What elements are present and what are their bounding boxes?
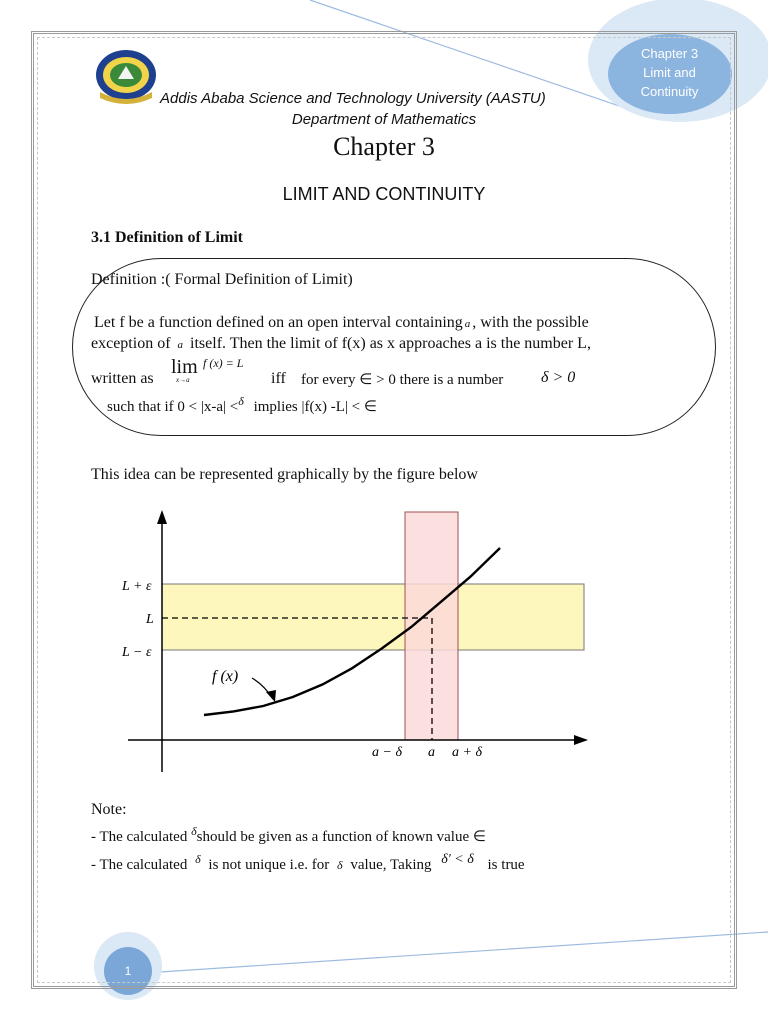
def-line1-text-b: , with the possible xyxy=(472,314,589,331)
def-line4-delta: δ xyxy=(238,394,244,408)
def-line4-text-a: such that if 0 < |x-a| < xyxy=(107,399,239,415)
chapter-heading: Chapter 3 xyxy=(333,132,435,161)
note-line-1 xyxy=(91,824,486,846)
def-line1-var: a xyxy=(464,318,471,330)
badge-line-1: Chapter 3 xyxy=(640,46,699,61)
definition-title: Definition :( Formal Definition of Limit) xyxy=(91,271,353,288)
def-line4-text-b: implies |f(x) -L| < ∈ xyxy=(253,399,377,415)
badge-line-2: Limit and xyxy=(643,65,696,80)
note1-text-a: - The calculated xyxy=(91,829,188,845)
note2-expression: δ′ < δ xyxy=(441,852,474,867)
note2-text-b: is not unique i.e. for xyxy=(208,857,330,873)
def-line2-text-a: exception of xyxy=(91,335,171,352)
label-L-plus-eps: L + ε xyxy=(122,579,152,594)
def-line3-text-b: for every ∈ > 0 there is a number xyxy=(301,372,504,388)
x-axis-arrow xyxy=(574,735,588,745)
note1-delta: δ xyxy=(191,824,197,838)
chapter-title: LIMIT AND CONTINUITY xyxy=(282,184,486,204)
chapter-badge xyxy=(612,44,727,101)
y-axis-arrow xyxy=(157,510,167,524)
label-a-minus-delta: a − δ xyxy=(372,745,402,760)
lim-subscript: x→a xyxy=(176,376,190,384)
limit-figure xyxy=(0,500,768,785)
badge-line-3: Continuity xyxy=(640,84,699,99)
lim-expression: f (x) = L xyxy=(203,356,244,370)
label-L: L xyxy=(146,612,154,627)
def-line3-delta: δ > 0 xyxy=(541,369,576,386)
page-number: 1 xyxy=(124,964,132,978)
note2-text-c: value, Taking xyxy=(350,857,432,873)
figure-intro: This idea can be represented graphically by the figure below xyxy=(91,466,478,483)
university-name: Addis Ababa Science and Technology University (AASTU) xyxy=(160,90,546,107)
def-line1-text-a: Let f be a function defined on an open interval containing xyxy=(94,314,463,331)
def-line2-text-b: itself. Then the limit of f(x) as x approaches a is the number L, xyxy=(190,335,591,352)
note2-delta: δ xyxy=(195,852,201,866)
note-heading: Note: xyxy=(91,801,127,818)
lim-word: lim xyxy=(171,356,198,378)
epsilon-band xyxy=(162,584,584,650)
label-a: a xyxy=(428,745,435,760)
university-logo xyxy=(92,48,160,106)
def-line3-text-a: written as xyxy=(91,370,154,387)
note2-delta-2: δ xyxy=(337,858,343,872)
note2-text-d: is true xyxy=(487,857,525,873)
section-heading: 3.1 Definition of Limit xyxy=(91,229,243,246)
def-line3-iff: iff xyxy=(271,370,286,387)
note2-text-a: - The calculated xyxy=(91,857,188,873)
note-line-2 xyxy=(91,852,525,874)
department-name: Department of Mathematics xyxy=(291,111,477,128)
def-line2-var: a xyxy=(177,339,184,351)
definition-line-1 xyxy=(94,314,589,332)
label-a-plus-delta: a + δ xyxy=(452,745,482,760)
definition-line-4 xyxy=(107,394,377,416)
label-L-minus-eps: L − ε xyxy=(122,645,152,660)
curve-label-arrowhead xyxy=(266,690,276,702)
definition-line-2 xyxy=(91,335,591,353)
note1-text-b: should be given as a function of known value ∈ xyxy=(196,829,486,845)
label-fx: f (x) xyxy=(212,668,239,685)
